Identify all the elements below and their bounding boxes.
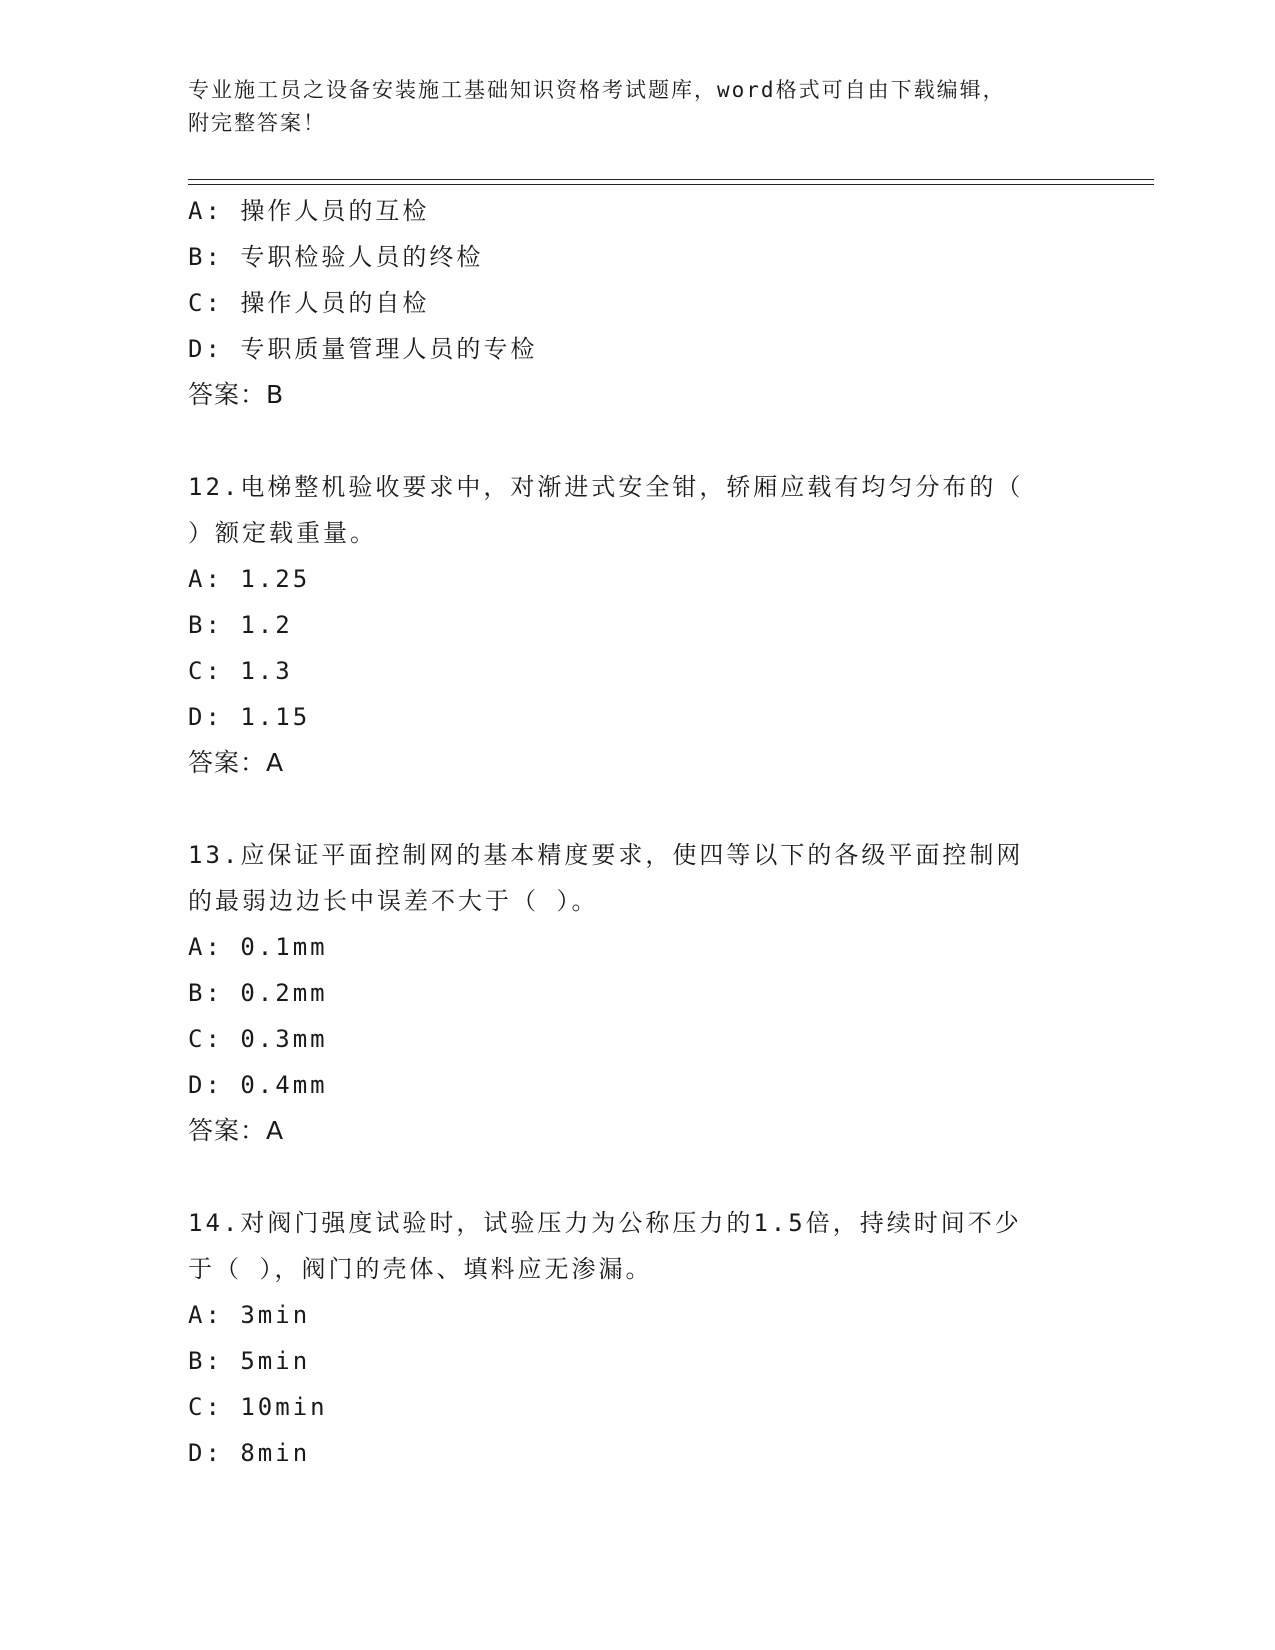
option-d: D: 0.4mm xyxy=(188,1071,328,1099)
spacer xyxy=(188,786,1088,832)
question-stem-line: 的最弱边边长中误差不大于（ ）。 xyxy=(188,887,599,915)
question-stem-line: 13.应保证平面控制网的基本精度要求，使四等以下的各级平面控制网 xyxy=(188,841,1024,869)
question-stem-line: 14.对阀门强度试验时，试验压力为公称压力的1.5倍，持续时间不少 xyxy=(188,1209,1022,1237)
option-d: D: 1.15 xyxy=(188,703,311,731)
question-12 xyxy=(188,464,1088,786)
spacer xyxy=(188,418,1088,464)
answer-line: 答案：A xyxy=(188,748,285,777)
option-b: B: 5min xyxy=(188,1347,311,1375)
option-c: C: 10min xyxy=(188,1393,328,1421)
question-13 xyxy=(188,832,1088,1154)
option-d: D: 专职质量管理人员的专检 xyxy=(188,335,538,363)
header-line-2: 附完整答案！ xyxy=(188,111,326,135)
option-c: C: 1.3 xyxy=(188,657,293,685)
option-c: C: 0.3mm xyxy=(188,1025,328,1053)
header-line-1: 专业施工员之设备安装施工基础知识资格考试题库，word格式可自由下载编辑， xyxy=(188,78,1006,102)
header-divider-bottom xyxy=(188,184,1154,185)
answer-line: 答案：A xyxy=(188,1116,285,1145)
header-divider-top xyxy=(188,179,1154,180)
spacer xyxy=(188,1154,1088,1200)
option-d: D: 8min xyxy=(188,1439,311,1467)
question-stem-line: 12.电梯整机验收要求中，对渐进式安全钳，轿厢应载有均匀分布的（ xyxy=(188,473,1024,501)
document-header xyxy=(188,74,1088,140)
answer-line: 答案：B xyxy=(188,380,285,409)
question-stem-line: ）额定载重量。 xyxy=(188,519,377,547)
option-a: A: 0.1mm xyxy=(188,933,328,961)
question-stem-line: 于（ ），阀门的壳体、填料应无渗漏。 xyxy=(188,1255,653,1283)
option-b: B: 专职检验人员的终检 xyxy=(188,243,484,271)
question-14 xyxy=(188,1200,1088,1476)
option-b: B: 1.2 xyxy=(188,611,293,639)
question-fragment xyxy=(188,188,1088,418)
option-a: A: 3min xyxy=(188,1301,311,1329)
question-list xyxy=(188,188,1088,1476)
option-a: A: 操作人员的互检 xyxy=(188,197,430,225)
option-c: C: 操作人员的自检 xyxy=(188,289,430,317)
option-a: A: 1.25 xyxy=(188,565,311,593)
option-b: B: 0.2mm xyxy=(188,979,328,1007)
